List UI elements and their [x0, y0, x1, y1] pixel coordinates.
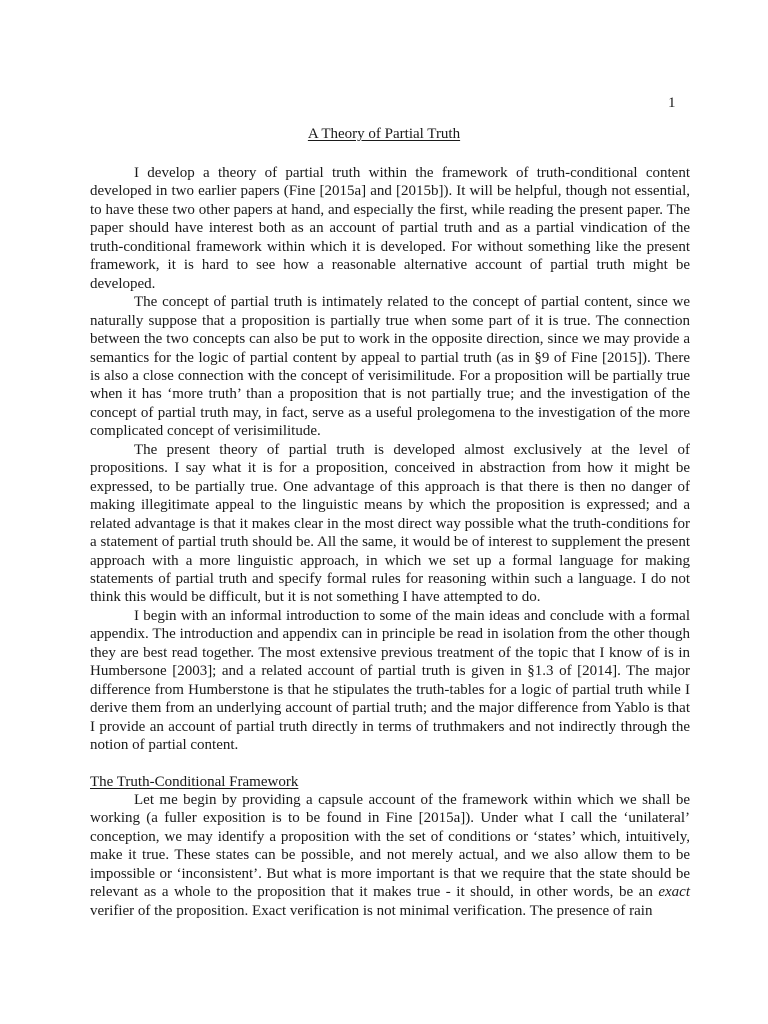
section-paragraph-text-b: verifier of the proposition. Exact verification is not minimal verification. The presence of rain — [90, 902, 653, 919]
page-number: 1 — [668, 95, 676, 111]
section-heading: The Truth-Conditional Framework — [90, 773, 299, 790]
paragraph-2: The concept of partial truth is intimately related to the concept of partial content, since we naturally suppose that a proposition is partially true when some part of it is true. The connection between the two concepts can also be put to work in the opposite direction, since we may provide a semantics for the logic of partial content by appeal to partial truth (as in §9 of Fine [2015]). There is also a close connection with the concept of verisimilitude. For a proposition will be partially true when it has ‘more truth’ than a proposition that is not partially true; and the investigation of the concept of partial truth may, in fact, serve as a useful prolegomena to the investigation of the more complicated concept of verisimilitude. — [90, 294, 690, 440]
page-title-text: A Theory of Partial Truth — [307, 126, 461, 142]
paragraph-3: The present theory of partial truth is developed almost exclusively at the level of propositions. I say what it is for a proposition, conceived in abstraction from how it might be expressed, to be partially true. One advantage of this approach is that there is then no danger of making illegitimate appeal to the linguistic means by which the proposition is expressed; and a related advantage is that it makes clear in the most direct way possible what the truth-conditions for a statement of partial truth should be. All the same, it would be of interest to supplement the present approach with a more linguistic approach, in which we set up a formal language for making statements of partial truth and specify formal rules for reasoning within such a language. I do not think this would be difficult, but it is not something I have attempted to do. — [90, 441, 690, 606]
emphasized-word: exact — [658, 884, 690, 901]
paragraph-1: I develop a theory of partial truth within the framework of truth-conditional content developed in two earlier papers (Fine [2015a] and [2015b]). It will be helpful, though not essential, to have these two other papers at hand, and especially the first, while reading the present paper. The paper should have interest both as an account of partial truth and as a partial vindication of the truth-conditional framework within which it is developed. For without something like the present framework, it is hard to see how a reasonable alternative account of partial truth might be developed. — [90, 165, 690, 292]
section-paragraph-1 — [90, 791, 690, 920]
section-paragraph-text-a: Let me begin by providing a capsule account of the framework within which we shall be working (a fuller exposition is to be found in Fine [2015a]). Under what I call the ‘unilateral’ conception, we may identify a proposition with the set of conditions or ‘states’ which, intuitively, make it true. These states can be possible, and not merely actual, and we also allow them to be impossible or ‘inconsistent’. But what is more important is that we require that the state should be relevant as a whole to the proposition that it makes true - it should, in other words, be an — [90, 791, 690, 901]
body-text — [90, 164, 690, 920]
page-title — [0, 125, 768, 143]
paragraph-4: I begin with an informal introduction to some of the main ideas and conclude with a formal appendix. The introduction and appendix can in principle be read in isolation from the other though they are best read together. The most extensive previous treatment of the topic that I know of is in Humbersone [2003]; and a related account of partial truth is given in §1.3 of [2014]. The major difference from Humberstone is that he stipulates the truth-tables for a logic of partial truth while I derive them from an underlying account of partial truth; and the major difference from Yablo is that I provide an account of partial truth directly in terms of truthmakers and not indirectly through the notion of partial content. — [90, 607, 690, 754]
